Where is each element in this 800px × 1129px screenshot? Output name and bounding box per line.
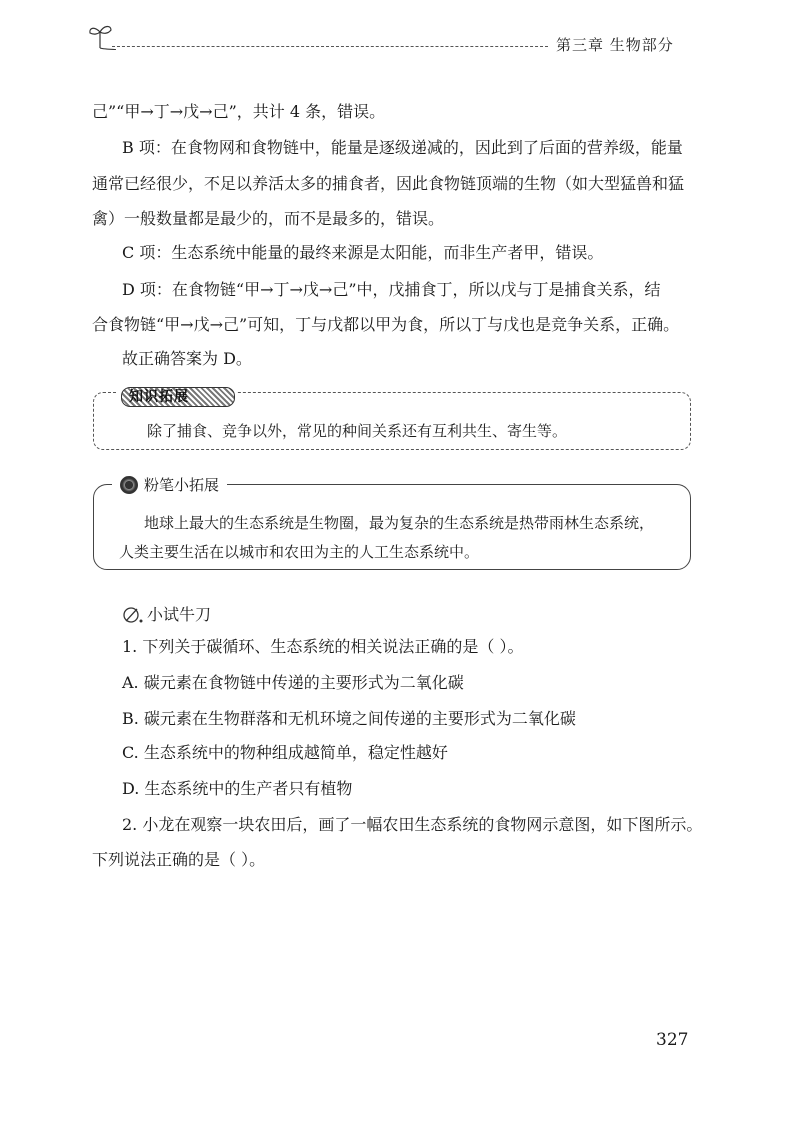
answer-paragraph-b-line1: B 项：在食物网和食物链中，能量是逐级递减的，因此到了后面的营养级，能量 (122, 138, 683, 157)
extend-box-title: 粉笔小拓展 (112, 474, 227, 496)
question-1-option-d: D. 生态系统中的生产者只有植物 (122, 779, 353, 798)
chapter-header: 第三章 生物部分 (556, 36, 674, 54)
answer-paragraph-b-line3: 禽）一般数量都是最少的，而不是最多的，错误。 (92, 209, 445, 228)
page-number: 327 (656, 1030, 689, 1050)
question-1-option-c: C. 生态系统中的物种组成越简单，稳定性越好 (122, 743, 448, 762)
extend-box-line1: 地球上最大的生态系统是生物圈，最为复杂的生态系统是热带雨林生态系统， (144, 514, 655, 532)
answer-paragraph-c: C 项：生态系统中能量的最终来源是太阳能，而非生产者甲，错误。 (122, 243, 604, 262)
answer-paragraph-d-line2: 合食物链“甲→戊→己”可知，丁与戊都以甲为食，所以丁与戊也是竞争关系，正确。 (92, 315, 680, 334)
question-1: 1. 下列关于碳循环、生态系统的相关说法正确的是（ ）。 (122, 637, 524, 656)
answer-paragraph-d-line1: D 项：在食物链“甲→丁→戊→己”中，戊捕食丁，所以戊与丁是捕食关系，结 (122, 280, 661, 299)
question-2-line2: 下列说法正确的是（ ）。 (92, 850, 266, 869)
practice-heading: 小试牛刀 (147, 605, 212, 624)
header-divider (112, 46, 548, 47)
answer-conclusion: 故正确答案为 D。 (122, 349, 252, 368)
chalk-logo-icon (120, 476, 138, 494)
answer-paragraph-b-line2: 通常已经很少，不足以养活太多的捕食者，因此食物链顶端的生物（如大型猛兽和猛 (92, 174, 685, 193)
question-1-option-b: B. 碳元素在生物群落和无机环境之间传递的主要形式为二氧化碳 (122, 709, 576, 728)
question-2-line1: 2. 小龙在观察一块农田后，画了一幅农田生态系统的食物网示意图，如下图所示。 (122, 815, 703, 834)
knowledge-box-text: 除了捕食、竞争以外，常见的种间关系还有互利共生、寄生等。 (147, 422, 568, 440)
sprout-icon (86, 20, 116, 54)
knowledge-box-title: 知识拓展 (117, 385, 237, 407)
question-1-option-a: A. 碳元素在食物链中传递的主要形式为二氧化碳 (122, 673, 464, 692)
answer-paragraph-1: 己”“甲→丁→戊→己”，共计 4 条，错误。 (92, 102, 386, 121)
pencil-circle-icon (122, 605, 144, 629)
extend-box-line2: 人类主要生活在以城市和农田为主的人工生态系统中。 (119, 543, 480, 561)
